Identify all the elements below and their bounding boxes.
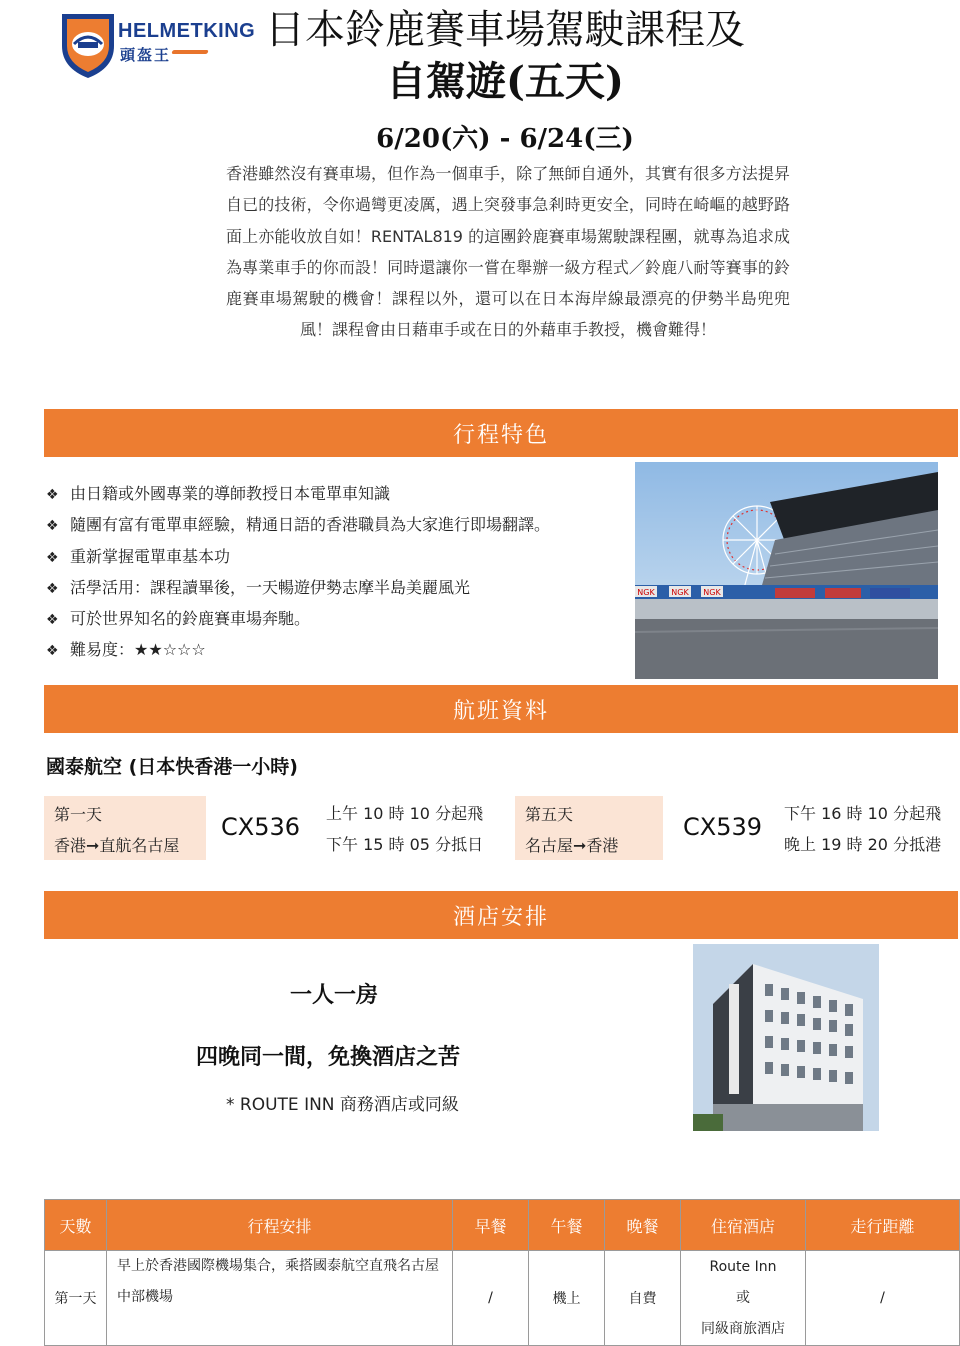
hotel-building-photo <box>693 944 879 1131</box>
helmet-shield-icon <box>56 8 120 80</box>
cell-hotel: Route Inn 或 同級商旅酒店 <box>681 1251 806 1346</box>
list-item: ❖ 活學活用：課程讀畢後，一天暢遊伊勢志摩半島美麗風光 <box>46 572 550 603</box>
title-line-2: 自駕遊(五天) <box>386 58 624 105</box>
page-title <box>150 4 860 108</box>
hotel-room-note: 一人一房 <box>290 983 379 1008</box>
outbound-route: 香港➞直航名古屋 <box>54 836 180 855</box>
outbound-day: 第一天 <box>54 805 103 824</box>
header-day: 天數 <box>45 1200 107 1251</box>
return-day: 第五天 <box>525 805 574 824</box>
section-bar-hotel: 酒店安排 <box>44 891 958 939</box>
cell-plan: 早上於香港國際機場集合，乘搭國泰航空直飛名古屋 中部機場 <box>107 1251 453 1346</box>
header-hotel: 住宿酒店 <box>681 1200 806 1251</box>
diamond-bullet-icon: ❖ <box>46 549 59 566</box>
diamond-bullet-icon: ❖ <box>46 518 59 535</box>
hotel-stay-note: 四晚同一間，免換酒店之苦 <box>196 1045 461 1070</box>
list-item: ❖ 難易度：★★☆☆☆ <box>46 634 550 665</box>
return-flight-box <box>515 796 663 860</box>
header-distance: 走行距離 <box>806 1200 960 1251</box>
outbound-depart-time: 上午 10 時 10 分起飛 <box>326 804 484 823</box>
cell-lunch: 機上 <box>529 1251 605 1346</box>
cell-day: 第一天 <box>45 1251 107 1346</box>
banner-label: NGK <box>671 588 689 597</box>
list-item: ❖ 重新掌握電單車基本功 <box>46 541 550 572</box>
section-bar-flights: 航班資料 <box>44 685 958 733</box>
cell-dinner: 自費 <box>605 1251 681 1346</box>
diamond-bullet-icon: ❖ <box>46 612 59 629</box>
outbound-arrive-time: 下午 15 時 05 分抵日 <box>326 835 484 854</box>
intro-paragraph: 香港雖然沒有賽車場，但作為一個車手，除了無師自通外，其實有很多方法提昇自已的技術，令你過彎更凌厲，遇上突發事急剎時更安全，同時在崎嶇的越野路面上亦能收放自如！RENTAL819 的這團鈴鹿賽車場駕駛課程團，就專為追求成為專業車手的你而設！同時還讓你一嘗在舉辦一級方程式／鈴鹿八耐等賽事的鈴鹿賽車場駕駛的機會！課程以外，還可以在日本海岸線最漂亮的伊勢半島兜兜風！課程會由日藉車手或在日的外藉車手教授，機會難得！ <box>226 164 790 340</box>
table-row <box>45 1251 960 1346</box>
header-breakfast: 早餐 <box>453 1200 529 1251</box>
cell-breakfast: / <box>453 1251 529 1346</box>
return-route: 名古屋➞香港 <box>525 836 619 855</box>
airline-name: 國泰航空 (日本快香港一小時) <box>46 756 298 778</box>
itinerary-table <box>44 1199 960 1346</box>
header-plan: 行程安排 <box>107 1200 453 1251</box>
header-lunch: 午餐 <box>529 1200 605 1251</box>
banner-label: NGK <box>703 588 721 597</box>
list-item: ❖ 由日籍或外國專業的導師教授日本電單車知識 <box>46 478 550 509</box>
return-depart-time: 下午 16 時 10 分起飛 <box>784 804 942 823</box>
title-line-1: 日本鈴鹿賽車場駕駛課程及 <box>265 7 745 53</box>
diamond-bullet-icon: ❖ <box>46 487 59 503</box>
header-dinner: 晚餐 <box>605 1200 681 1251</box>
hotel-name-note: * ROUTE INN 商務酒店或同級 <box>226 1095 459 1115</box>
list-item: ❖ 可於世界知名的鈴鹿賽車場奔馳。 <box>46 603 550 634</box>
return-arrive-time: 晚上 19 時 20 分抵港 <box>784 835 942 854</box>
date-range: 6/20(六) - 6/24(三) <box>376 124 634 154</box>
outbound-flight-number: CX536 <box>221 813 301 841</box>
cell-distance: / <box>806 1251 960 1346</box>
features-list <box>46 478 550 666</box>
suzuka-grandstand-photo <box>635 462 938 679</box>
outbound-flight-box <box>44 796 206 860</box>
diamond-bullet-icon: ❖ <box>46 643 59 660</box>
list-item: ❖ 隨團有富有電單車經驗，精通日語的香港職員為大家進行即場翻譯。 <box>46 509 550 540</box>
return-flight-number: CX539 <box>683 813 763 841</box>
brand-name-cn: 頭盔王 <box>120 46 172 64</box>
banner-label: NGK <box>637 588 655 597</box>
brand-name: HELMETKING <box>118 20 256 42</box>
table-header-row <box>45 1200 960 1251</box>
diamond-bullet-icon: ❖ <box>46 580 59 597</box>
section-bar-features: 行程特色 <box>44 409 958 457</box>
